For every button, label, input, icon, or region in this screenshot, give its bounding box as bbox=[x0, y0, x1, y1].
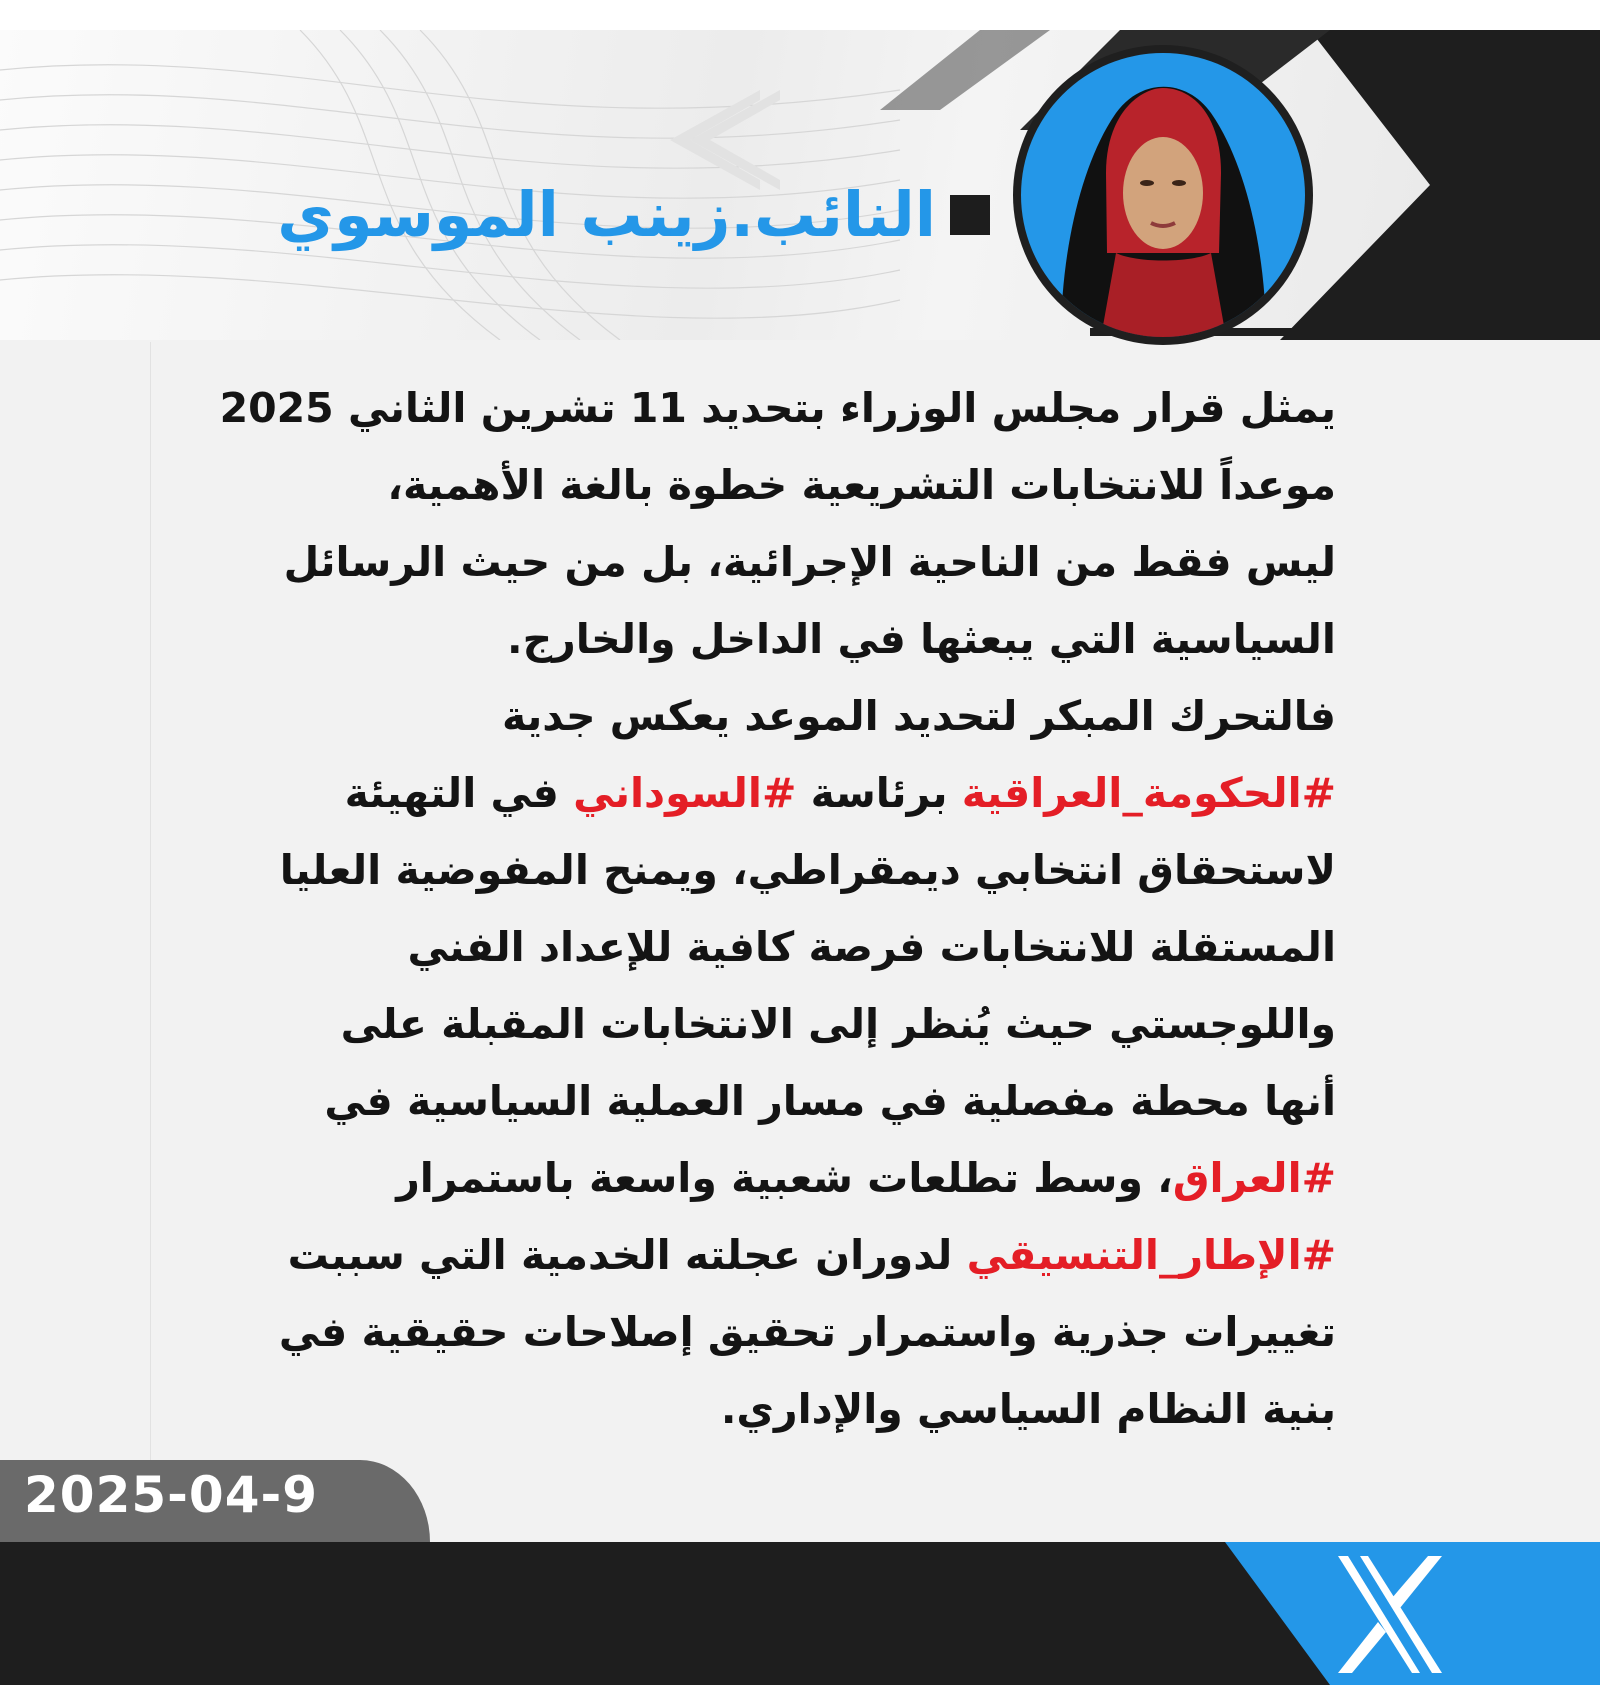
post-text-segment: لاستحقاق انتخابي ديمقراطي، ويمنح المفوضية العليا bbox=[279, 846, 1336, 894]
post-body bbox=[150, 342, 1421, 1472]
post-text bbox=[151, 370, 1336, 1448]
post-text-segment: السياسية التي يبعثها في الداخل والخارج. bbox=[507, 615, 1336, 663]
post-text-segment: في التهيئة bbox=[344, 769, 574, 817]
square-bullet-icon bbox=[950, 195, 990, 235]
post-text-segment: واللوجستي حيث يُنظر إلى الانتخابات المقبلة على bbox=[340, 1000, 1336, 1048]
post-text-segment: ، وسط تطلعات شعبية واسعة باستمرار bbox=[396, 1154, 1173, 1202]
hashtag-link[interactable]: #الحكومة_العراقية bbox=[961, 769, 1336, 817]
post-line bbox=[151, 1294, 1336, 1371]
post-date: 2025-04-9 bbox=[24, 1466, 319, 1524]
post-text-segment: أنها محطة مفصلية في مسار العملية السياسية في bbox=[324, 1077, 1336, 1125]
post-line bbox=[151, 1140, 1336, 1217]
post-text-segment: موعداً للانتخابات التشريعية خطوة بالغة الأهمية، bbox=[387, 461, 1336, 509]
post-text-segment: بنية النظام السياسي والإداري. bbox=[720, 1385, 1336, 1433]
author-name-block bbox=[277, 178, 990, 251]
footer-bar bbox=[0, 1542, 1600, 1685]
avatar bbox=[1013, 45, 1313, 345]
post-text-segment: ليس فقط من الناحية الإجرائية، بل من حيث الرسائل bbox=[283, 538, 1336, 586]
post-line bbox=[151, 1217, 1336, 1294]
post-line bbox=[151, 601, 1336, 678]
avatar-photo bbox=[1021, 53, 1305, 337]
post-line bbox=[151, 1371, 1336, 1448]
x-logo-icon[interactable] bbox=[1330, 1552, 1450, 1677]
post-line bbox=[151, 832, 1336, 909]
author-name: النائب.زينب الموسوي bbox=[277, 178, 936, 251]
post-text-segment: لدوران عجلته الخدمية التي سببت bbox=[287, 1231, 967, 1279]
post-text-segment: فالتحرك المبكر لتحديد الموعد يعكس جدية bbox=[502, 692, 1336, 740]
post-text-segment: برئاسة bbox=[796, 769, 962, 817]
post-text-segment: تغييرات جذرية واستمرار تحقيق إصلاحات حقيقية في bbox=[278, 1308, 1336, 1356]
post-line bbox=[151, 909, 1336, 986]
post-line bbox=[151, 1063, 1336, 1140]
post-line bbox=[151, 678, 1336, 755]
post-line bbox=[151, 447, 1336, 524]
hashtag-link[interactable]: #الإطار_التنسيقي bbox=[966, 1231, 1336, 1279]
post-line bbox=[151, 986, 1336, 1063]
hashtag-link[interactable]: #السوداني bbox=[573, 769, 797, 817]
post-text-segment: المستقلة للانتخابات فرصة كافية للإعداد الفني bbox=[407, 923, 1336, 971]
post-line bbox=[151, 755, 1336, 832]
hashtag-link[interactable]: #العراق bbox=[1172, 1154, 1336, 1202]
post-line bbox=[151, 370, 1336, 447]
post-card bbox=[0, 30, 1600, 1685]
post-line bbox=[151, 524, 1336, 601]
post-text-segment: يمثل قرار مجلس الوزراء بتحديد 11 تشرين الثاني 2025 bbox=[219, 384, 1336, 432]
